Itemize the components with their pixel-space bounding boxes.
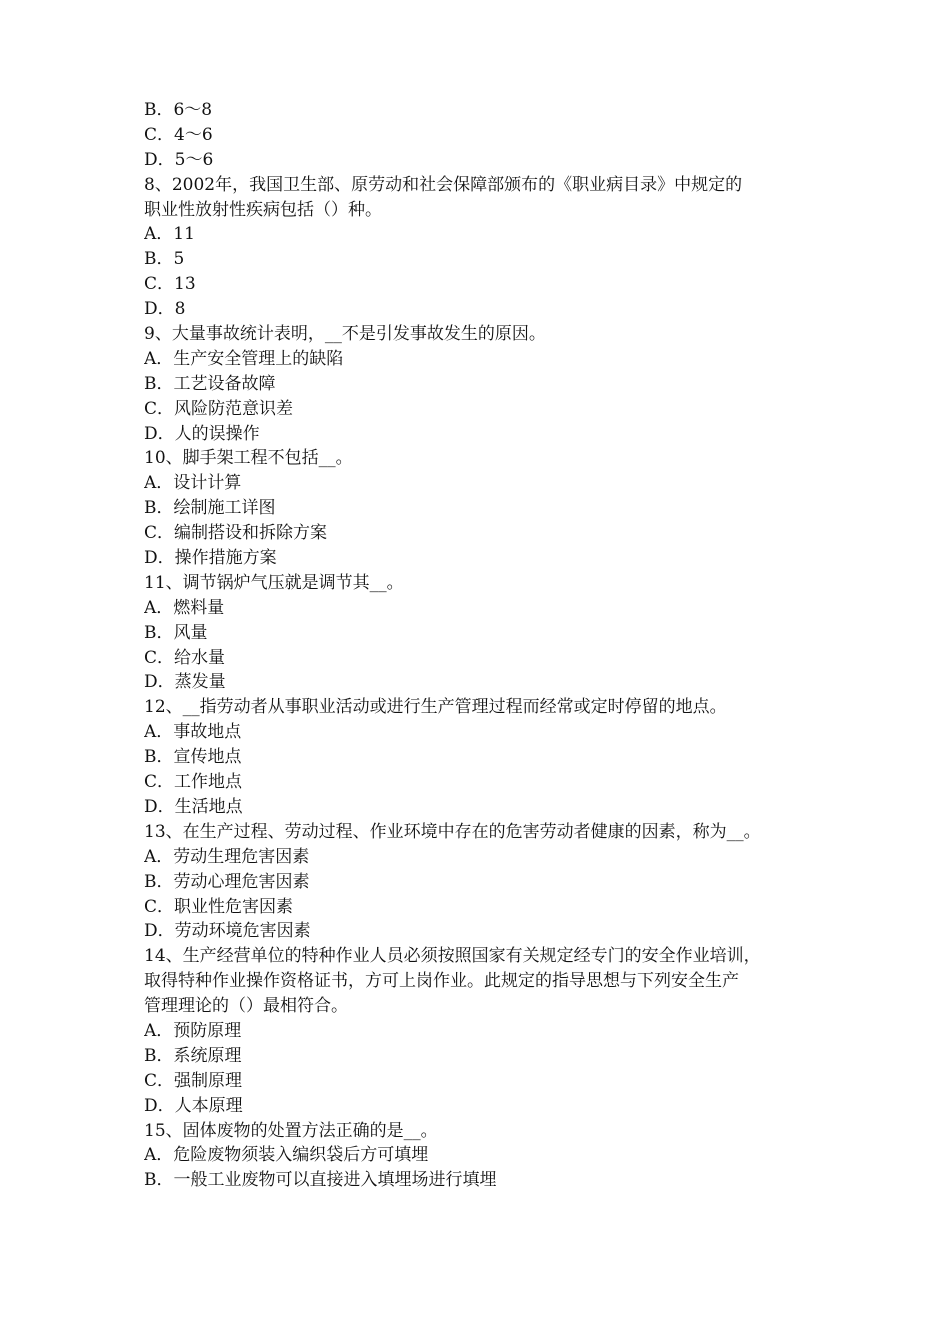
option-c: C．职业性危害因素 <box>144 896 294 917</box>
option-d: D．8 <box>144 299 186 320</box>
option-d: D．操作措施方案 <box>144 548 277 569</box>
question-15-text: 15、固体废物的处置方法正确的是__。 <box>144 1120 438 1141</box>
question-11-text: 11、调节锅炉气压就是调节其__。 <box>144 572 404 593</box>
option-d: D．蒸发量 <box>144 672 226 693</box>
option-d: D．人的误操作 <box>144 423 260 444</box>
question-13-text: 13、在生产过程、劳动过程、作业环境中存在的危害劳动者健康的因素，称为__。 <box>144 821 761 842</box>
document-body <box>144 98 824 1193</box>
option-b: B．工艺设备故障 <box>144 373 276 394</box>
option-a: A．设计计算 <box>144 473 242 494</box>
option-b: B．系统原理 <box>144 1045 242 1066</box>
option-c: C．工作地点 <box>144 772 243 793</box>
option-d: D．生活地点 <box>144 796 243 817</box>
question-9-text: 9、大量事故统计表明，__不是引发事故发生的原因。 <box>144 324 546 345</box>
option-b: B．6～8 <box>144 100 213 120</box>
option-d: D．劳动环境危害因素 <box>144 921 311 942</box>
option-a: A．劳动生理危害因素 <box>144 846 310 867</box>
question-8-text-cont: 职业性放射性疾病包括（）种。 <box>144 199 382 220</box>
question-8-text: 8、2002年，我国卫生部、原劳动和社会保障部颁布的《职业病目录》中规定的 <box>144 174 743 195</box>
option-b: B．绘制施工详图 <box>144 498 276 519</box>
option-b: B．5 <box>144 249 185 270</box>
option-b: B．一般工业废物可以直接进入填埋场进行填埋 <box>144 1170 497 1191</box>
option-c: C．强制原理 <box>144 1070 243 1091</box>
question-10-text: 10、脚手架工程不包括__。 <box>144 448 353 469</box>
question-14-text-cont: 取得特种作业操作资格证书，方可上岗作业。此规定的指导思想与下列安全生产 <box>144 971 739 992</box>
option-b: B．宣传地点 <box>144 747 242 768</box>
option-a: A．事故地点 <box>144 722 242 743</box>
option-c: C．4～6 <box>144 124 213 145</box>
option-c: C．13 <box>144 274 196 295</box>
option-a: A．燃料量 <box>144 597 225 618</box>
option-a: A．生产安全管理上的缺陷 <box>144 348 344 369</box>
option-d: D．人本原理 <box>144 1095 243 1116</box>
question-14-text: 14、生产经营单位的特种作业人员必须按照国家有关规定经专门的安全作业培训， <box>144 946 761 967</box>
question-14-text-cont: 管理理论的（）最相符合。 <box>144 996 348 1017</box>
option-c: C．风险防范意识差 <box>144 398 294 419</box>
option-a: A．预防原理 <box>144 1020 242 1041</box>
option-b: B．劳动心理危害因素 <box>144 871 310 892</box>
question-12-text: 12、__指劳动者从事职业活动或进行生产管理过程而经常或定时停留的地点。 <box>144 697 727 718</box>
option-c: C．给水量 <box>144 647 226 668</box>
option-a: A．危险废物须装入编织袋后方可填埋 <box>144 1145 429 1166</box>
option-b: B．风量 <box>144 622 208 643</box>
option-c: C．编制搭设和拆除方案 <box>144 523 328 544</box>
option-a: A．11 <box>144 224 195 245</box>
option-d: D．5～6 <box>144 149 214 170</box>
